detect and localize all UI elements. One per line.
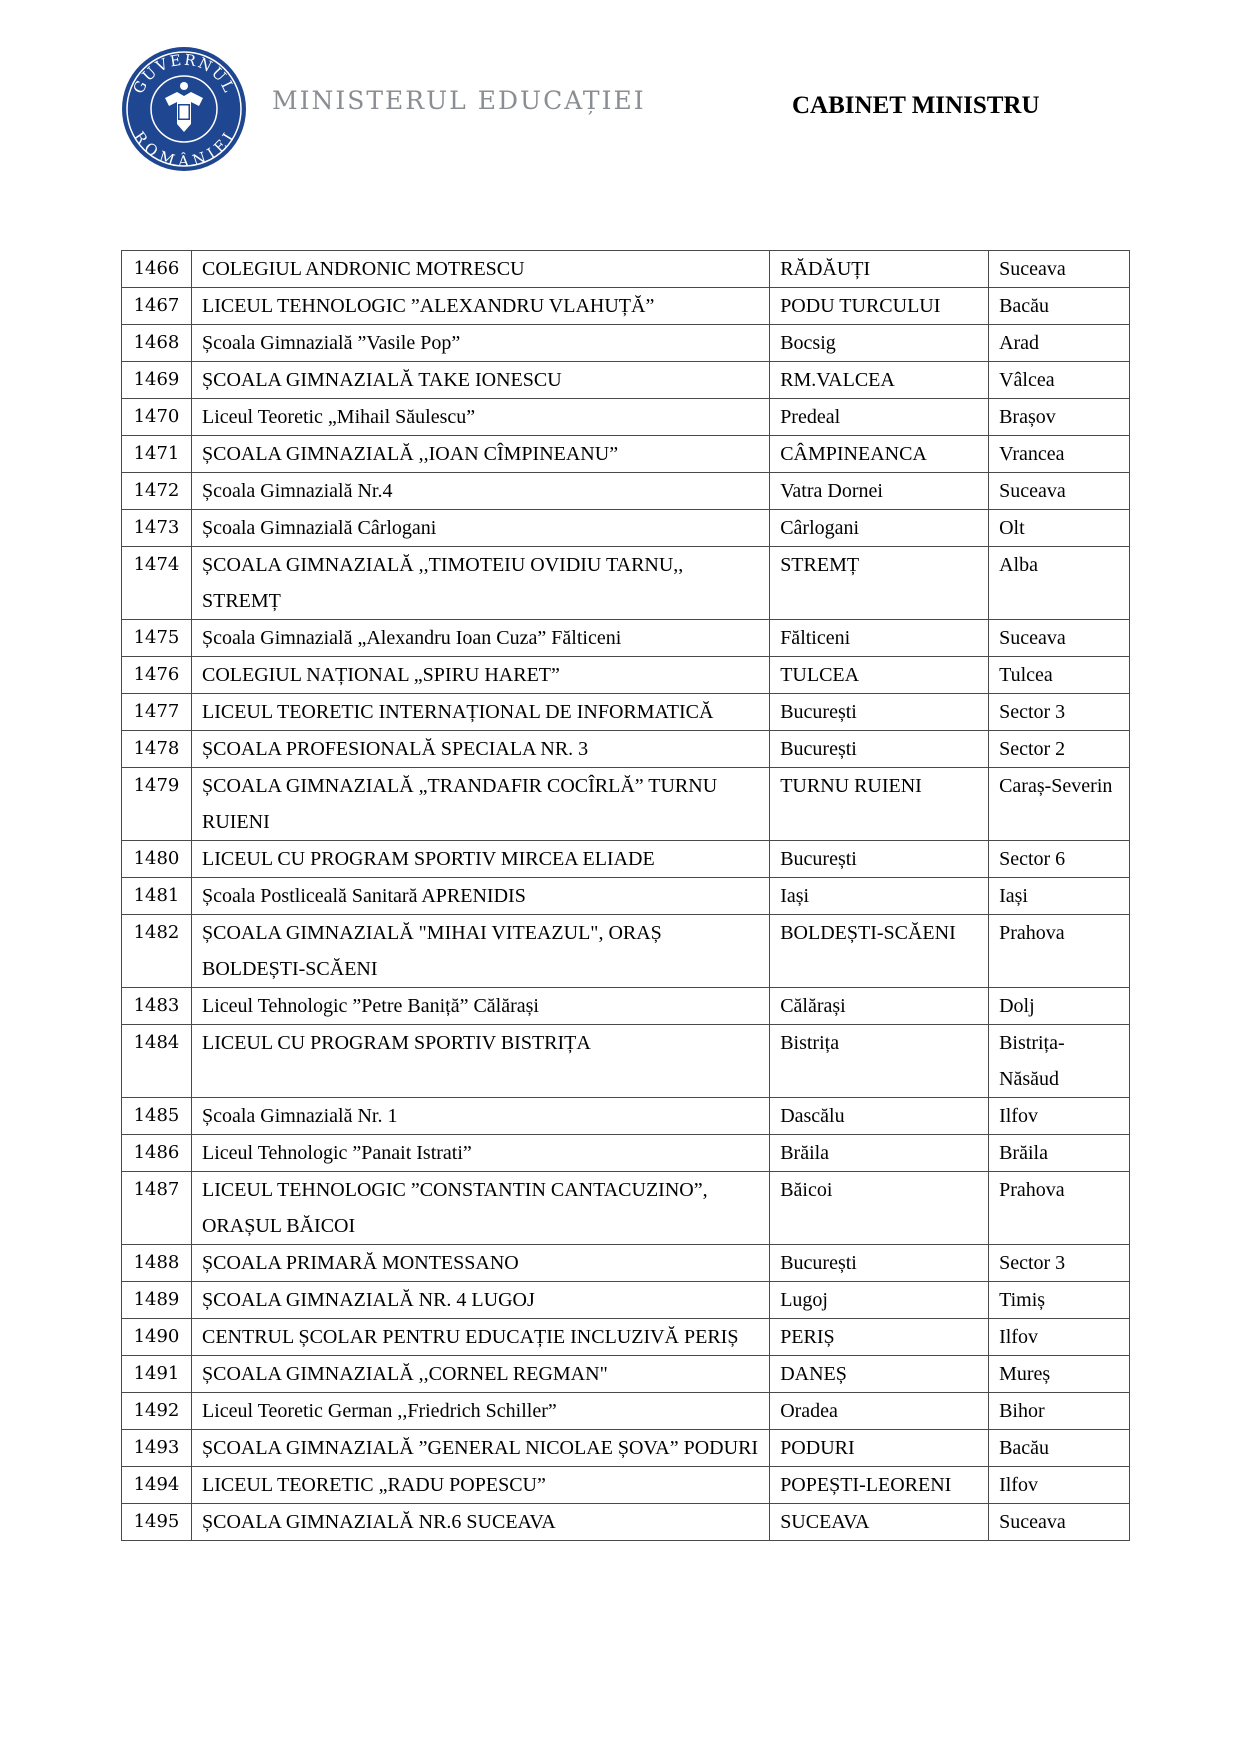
school-name-cell: LICEUL TEORETIC INTERNAȚIONAL DE INFORMATICĂ	[191, 694, 769, 731]
school-name-cell: Școala Gimnazială ”Vasile Pop”	[191, 325, 769, 362]
table-row	[122, 731, 1130, 768]
table-row	[122, 1098, 1130, 1135]
row-number-cell: 1489	[122, 1282, 192, 1319]
county-cell: Arad	[989, 325, 1130, 362]
county-cell: Sector 3	[989, 1245, 1130, 1282]
county-cell: Brașov	[989, 399, 1130, 436]
row-number-cell: 1483	[122, 988, 192, 1025]
county-cell: Vâlcea	[989, 362, 1130, 399]
table-row	[122, 1467, 1130, 1504]
locality-cell: Bocsig	[770, 325, 989, 362]
school-name-cell: LICEUL TEHNOLOGIC ”CONSTANTIN CANTACUZINO”, ORAȘUL BĂICOI	[191, 1172, 769, 1245]
row-number-cell: 1466	[122, 251, 192, 288]
table-row	[122, 510, 1130, 547]
row-number-cell: 1477	[122, 694, 192, 731]
locality-cell: PODURI	[770, 1430, 989, 1467]
school-name-cell: Liceul Teoretic German ,,Friedrich Schiller”	[191, 1393, 769, 1430]
county-cell: Sector 6	[989, 841, 1130, 878]
school-name-cell: ȘCOALA PRIMARĂ MONTESSANO	[191, 1245, 769, 1282]
school-name-cell: Școala Gimnazială Cârlogani	[191, 510, 769, 547]
row-number-cell: 1478	[122, 731, 192, 768]
row-number-cell: 1476	[122, 657, 192, 694]
table-row	[122, 1135, 1130, 1172]
row-number-cell: 1486	[122, 1135, 192, 1172]
locality-cell: Bistrița	[770, 1025, 989, 1098]
schools-table	[121, 250, 1130, 1541]
county-cell: Bihor	[989, 1393, 1130, 1430]
county-cell: Mureș	[989, 1356, 1130, 1393]
row-number-cell: 1471	[122, 436, 192, 473]
county-cell: Suceava	[989, 251, 1130, 288]
locality-cell: Brăila	[770, 1135, 989, 1172]
county-cell: Dolj	[989, 988, 1130, 1025]
row-number-cell: 1492	[122, 1393, 192, 1430]
row-number-cell: 1472	[122, 473, 192, 510]
table-row	[122, 657, 1130, 694]
row-number-cell: 1491	[122, 1356, 192, 1393]
table-row	[122, 620, 1130, 657]
county-cell: Ilfov	[989, 1467, 1130, 1504]
locality-cell: Băicoi	[770, 1172, 989, 1245]
locality-cell: Fălticeni	[770, 620, 989, 657]
locality-cell: POPEȘTI-LEORENI	[770, 1467, 989, 1504]
county-cell: Caraș-Severin	[989, 768, 1130, 841]
table-row	[122, 1319, 1130, 1356]
locality-cell: PERIȘ	[770, 1319, 989, 1356]
table-row	[122, 841, 1130, 878]
row-number-cell: 1485	[122, 1098, 192, 1135]
school-name-cell: LICEUL TEORETIC „RADU POPESCU”	[191, 1467, 769, 1504]
row-number-cell: 1479	[122, 768, 192, 841]
locality-cell: CÂMPINEANCA	[770, 436, 989, 473]
locality-cell: București	[770, 694, 989, 731]
locality-cell: București	[770, 1245, 989, 1282]
table-row	[122, 547, 1130, 620]
schools-table-body	[122, 251, 1130, 1541]
row-number-cell: 1488	[122, 1245, 192, 1282]
row-number-cell: 1480	[122, 841, 192, 878]
table-row	[122, 988, 1130, 1025]
table-row	[122, 325, 1130, 362]
county-cell: Ilfov	[989, 1319, 1130, 1356]
locality-cell: Cârlogani	[770, 510, 989, 547]
table-row	[122, 878, 1130, 915]
school-name-cell: Școala Gimnazială „Alexandru Ioan Cuza” Fălticeni	[191, 620, 769, 657]
row-number-cell: 1468	[122, 325, 192, 362]
school-name-cell: Școala Gimnazială Nr. 1	[191, 1098, 769, 1135]
school-name-cell: COLEGIUL NAȚIONAL „SPIRU HARET”	[191, 657, 769, 694]
table-row	[122, 1393, 1130, 1430]
table-row	[122, 1172, 1130, 1245]
school-name-cell: ȘCOALA GIMNAZIALĂ „TRANDAFIR COCÎRLĂ” TURNU RUIENI	[191, 768, 769, 841]
locality-cell: Lugoj	[770, 1282, 989, 1319]
locality-cell: BOLDEȘTI-SCĂENI	[770, 915, 989, 988]
table-row	[122, 1430, 1130, 1467]
school-name-cell: ȘCOALA GIMNAZIALĂ TAKE IONESCU	[191, 362, 769, 399]
table-row	[122, 1504, 1130, 1541]
row-number-cell: 1482	[122, 915, 192, 988]
table-row	[122, 1282, 1130, 1319]
school-name-cell: COLEGIUL ANDRONIC MOTRESCU	[191, 251, 769, 288]
county-cell: Sector 2	[989, 731, 1130, 768]
locality-cell: PODU TURCULUI	[770, 288, 989, 325]
locality-cell: Oradea	[770, 1393, 989, 1430]
locality-cell: STREMȚ	[770, 547, 989, 620]
county-cell: Timiș	[989, 1282, 1130, 1319]
school-name-cell: Școala Gimnazială Nr.4	[191, 473, 769, 510]
school-name-cell: LICEUL CU PROGRAM SPORTIV BISTRIȚA	[191, 1025, 769, 1098]
row-number-cell: 1469	[122, 362, 192, 399]
table-row	[122, 288, 1130, 325]
school-name-cell: ȘCOALA GIMNAZIALĂ ,,IOAN CÎMPINEANU”	[191, 436, 769, 473]
county-cell: Suceava	[989, 1504, 1130, 1541]
table-row	[122, 1245, 1130, 1282]
table-row	[122, 473, 1130, 510]
locality-cell: RM.VALCEA	[770, 362, 989, 399]
locality-cell: RĂDĂUȚI	[770, 251, 989, 288]
school-name-cell: ȘCOALA GIMNAZIALĂ NR.6 SUCEAVA	[191, 1504, 769, 1541]
school-name-cell: LICEUL TEHNOLOGIC ”ALEXANDRU VLAHUȚĂ”	[191, 288, 769, 325]
row-number-cell: 1494	[122, 1467, 192, 1504]
locality-cell: București	[770, 841, 989, 878]
row-number-cell: 1493	[122, 1430, 192, 1467]
locality-cell: SUCEAVA	[770, 1504, 989, 1541]
county-cell: Suceava	[989, 473, 1130, 510]
county-cell: Suceava	[989, 620, 1130, 657]
row-number-cell: 1475	[122, 620, 192, 657]
county-cell: Brăila	[989, 1135, 1130, 1172]
locality-cell: Călărași	[770, 988, 989, 1025]
government-emblem-icon	[121, 46, 247, 172]
school-name-cell: ȘCOALA GIMNAZIALĂ ,,TIMOTEIU OVIDIU TARNU,, STREMȚ	[191, 547, 769, 620]
school-name-cell: ȘCOALA GIMNAZIALĂ ,,CORNEL REGMAN"	[191, 1356, 769, 1393]
school-name-cell: ȘCOALA PROFESIONALĂ SPECIALA NR. 3	[191, 731, 769, 768]
row-number-cell: 1487	[122, 1172, 192, 1245]
table-row	[122, 1356, 1130, 1393]
county-cell: Vrancea	[989, 436, 1130, 473]
ministry-name: MINISTERUL EDUCAȚIEI	[272, 86, 646, 115]
page-header	[0, 0, 1241, 200]
school-name-cell: Liceul Tehnologic ”Panait Istrati”	[191, 1135, 769, 1172]
row-number-cell: 1474	[122, 547, 192, 620]
county-cell: Tulcea	[989, 657, 1130, 694]
county-cell: Prahova	[989, 1172, 1130, 1245]
table-row	[122, 436, 1130, 473]
school-name-cell: ȘCOALA GIMNAZIALĂ "MIHAI VITEAZUL", ORAȘ BOLDEȘTI-SCĂENI	[191, 915, 769, 988]
table-row	[122, 1025, 1130, 1098]
row-number-cell: 1467	[122, 288, 192, 325]
county-cell: Bistrița-Năsăud	[989, 1025, 1130, 1098]
school-name-cell: ȘCOALA GIMNAZIALĂ NR. 4 LUGOJ	[191, 1282, 769, 1319]
county-cell: Prahova	[989, 915, 1130, 988]
locality-cell: București	[770, 731, 989, 768]
cabinet-label: CABINET MINISTRU	[792, 92, 1040, 119]
school-name-cell: ȘCOALA GIMNAZIALĂ ”GENERAL NICOLAE ȘOVA” PODURI	[191, 1430, 769, 1467]
row-number-cell: 1495	[122, 1504, 192, 1541]
row-number-cell: 1481	[122, 878, 192, 915]
school-name-cell: Școala Postliceală Sanitară APRENIDIS	[191, 878, 769, 915]
row-number-cell: 1490	[122, 1319, 192, 1356]
county-cell: Bacău	[989, 1430, 1130, 1467]
school-name-cell: LICEUL CU PROGRAM SPORTIV MIRCEA ELIADE	[191, 841, 769, 878]
locality-cell: Predeal	[770, 399, 989, 436]
county-cell: Ilfov	[989, 1098, 1130, 1135]
locality-cell: DANEȘ	[770, 1356, 989, 1393]
locality-cell: TURNU RUIENI	[770, 768, 989, 841]
locality-cell: Iași	[770, 878, 989, 915]
county-cell: Sector 3	[989, 694, 1130, 731]
county-cell: Iași	[989, 878, 1130, 915]
locality-cell: TULCEA	[770, 657, 989, 694]
county-cell: Bacău	[989, 288, 1130, 325]
locality-cell: Dascălu	[770, 1098, 989, 1135]
school-name-cell: Liceul Tehnologic ”Petre Baniță” Călărași	[191, 988, 769, 1025]
county-cell: Olt	[989, 510, 1130, 547]
emblem-text-bottom: ROMÂNIEI	[129, 128, 239, 171]
row-number-cell: 1484	[122, 1025, 192, 1098]
emblem-text-top: GUVERNUL	[129, 50, 239, 97]
row-number-cell: 1473	[122, 510, 192, 547]
table-row	[122, 251, 1130, 288]
school-name-cell: CENTRUL ȘCOLAR PENTRU EDUCAȚIE INCLUZIVĂ PERIȘ	[191, 1319, 769, 1356]
school-name-cell: Liceul Teoretic „Mihail Săulescu”	[191, 399, 769, 436]
county-cell: Alba	[989, 547, 1130, 620]
table-row	[122, 694, 1130, 731]
table-row	[122, 915, 1130, 988]
locality-cell: Vatra Dornei	[770, 473, 989, 510]
row-number-cell: 1470	[122, 399, 192, 436]
table-row	[122, 362, 1130, 399]
table-row	[122, 399, 1130, 436]
table-row	[122, 768, 1130, 841]
